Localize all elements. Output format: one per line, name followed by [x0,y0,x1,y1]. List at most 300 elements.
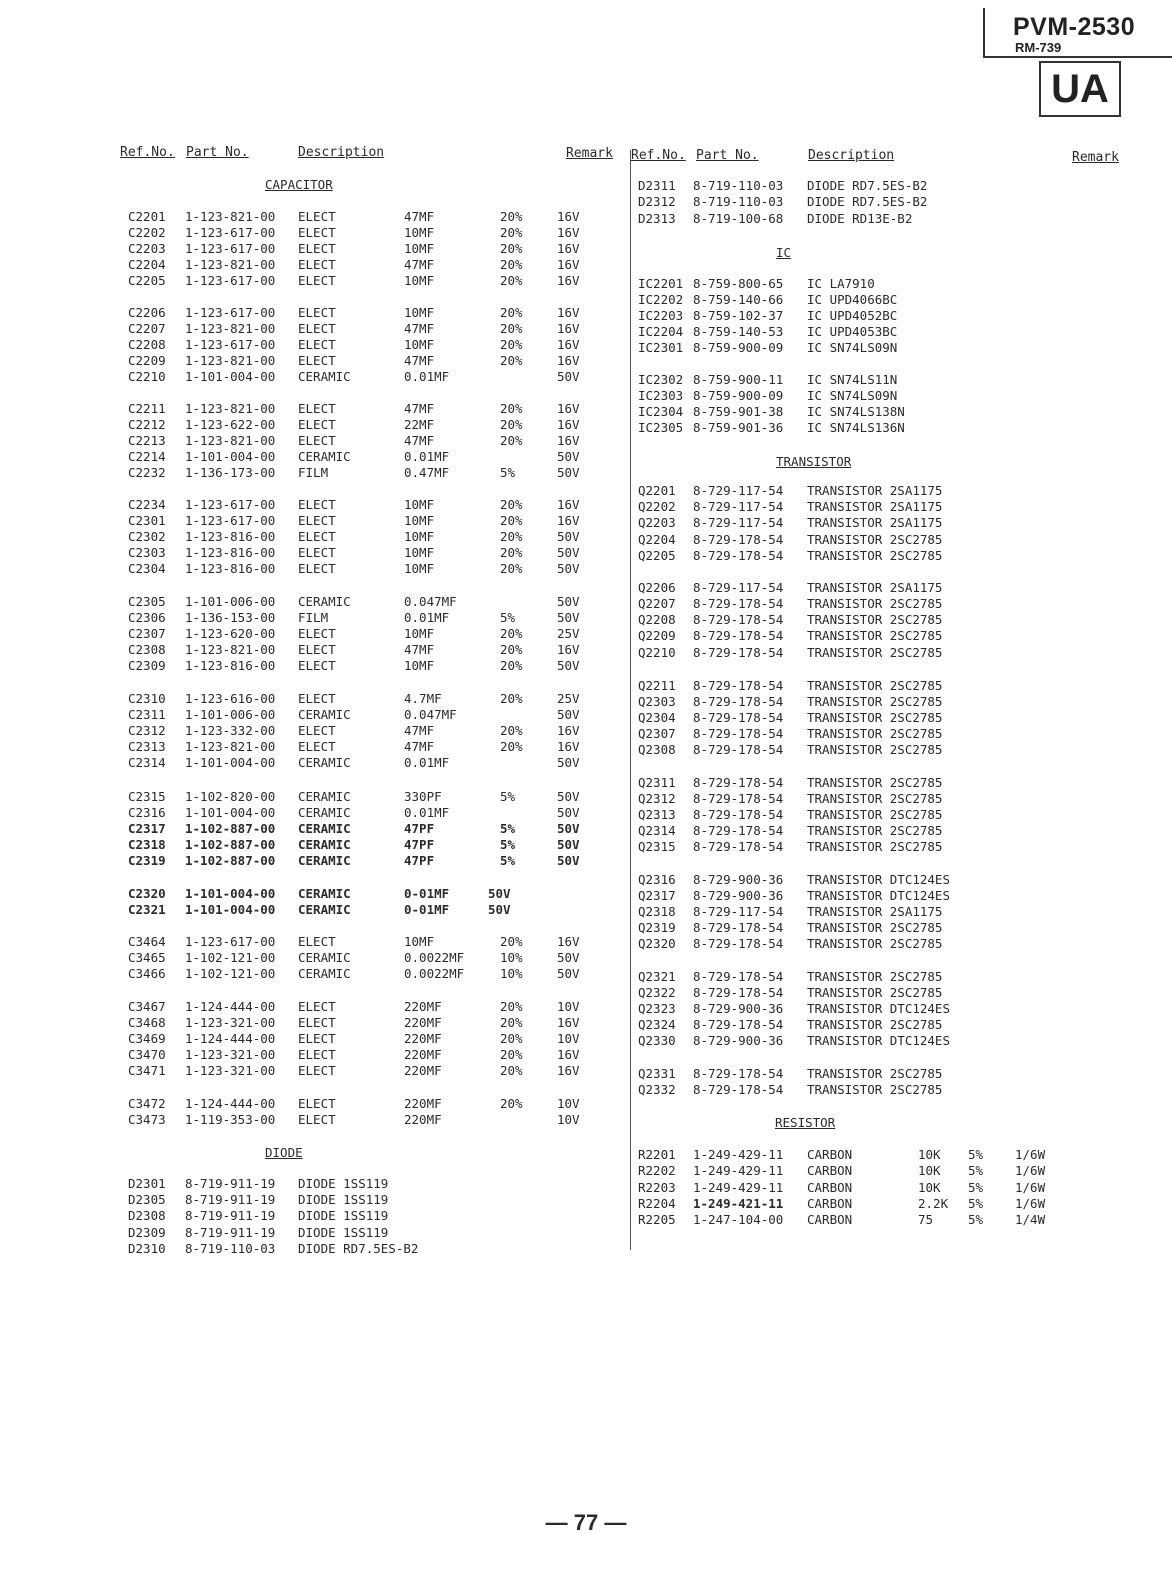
part-voltage: 50V [557,465,580,480]
ref-number: Q2201 [638,483,676,498]
part-tolerance: 5% [968,1212,984,1227]
part-value: 220MF [404,1112,442,1127]
ref-number: Q2312 [638,791,676,806]
part-tolerance: 20% [500,1031,523,1046]
part-voltage: 16V [557,642,580,657]
part-description: IC SN74LS136N [807,420,905,435]
ref-number: C3464 [128,934,166,949]
part-description: TRANSISTOR 2SC2785 [807,839,943,854]
part-tolerance: 10% [500,966,523,981]
part-voltage: 16V [557,513,580,528]
part-value: 10K [918,1163,941,1178]
part-number: 1-123-821-00 [185,321,276,336]
part-number: 8-729-178-54 [693,612,784,627]
part-number: 1-102-887-00 [185,837,276,852]
ref-number: IC2301 [638,340,684,355]
part-voltage: 16V [557,353,580,368]
remote-model: RM-739 [1015,40,1062,55]
ref-number: R2202 [638,1163,676,1178]
part-value: 47MF [404,723,435,738]
ref-number: Q2323 [638,1001,676,1016]
part-tolerance: 5% [968,1163,984,1178]
part-type: CERAMIC [298,449,351,464]
part-number: 1-123-617-00 [185,241,276,256]
ref-number: Q2321 [638,969,676,984]
part-number: 8-759-900-09 [693,388,784,403]
ref-number: C2315 [128,789,166,804]
part-description: TRANSISTOR DTC124ES [807,1033,950,1048]
part-tolerance: 20% [500,545,523,560]
part-description: TRANSISTOR 2SA1175 [807,483,943,498]
part-value: 47PF [404,821,435,836]
part-number: 8-729-178-54 [693,645,784,660]
ref-number: C2204 [128,257,166,272]
ref-number: Q2208 [638,612,676,627]
part-tolerance: 5% [968,1196,984,1211]
ref-number: IC2204 [638,324,684,339]
ref-number: Q2206 [638,580,676,595]
ref-number: D2301 [128,1176,166,1191]
part-number: 1-136-173-00 [185,465,276,480]
ref-number: D2312 [638,194,676,209]
part-number: 8-729-117-54 [693,515,784,530]
part-number: 8-759-140-53 [693,324,784,339]
part-type: ELECT [298,1112,336,1127]
part-number: 8-759-900-09 [693,340,784,355]
part-value: 47MF [404,401,435,416]
part-tolerance: 10% [500,950,523,965]
part-voltage: 16V [557,1063,580,1078]
part-description: TRANSISTOR DTC124ES [807,872,950,887]
ref-number: C2207 [128,321,166,336]
part-number: 1-123-816-00 [185,529,276,544]
part-tolerance: 5% [500,789,516,804]
part-voltage: 10V [557,1096,580,1111]
part-description: TRANSISTOR 2SC2785 [807,742,943,757]
part-number: 1-249-429-11 [693,1163,784,1178]
part-type: ELECT [298,417,336,432]
part-number: 8-719-911-19 [185,1225,276,1240]
part-number: 8-729-900-36 [693,1033,784,1048]
left-header-desc: Description [298,145,385,160]
ref-number: C2316 [128,805,166,820]
part-type: DIODE 1SS119 [298,1208,389,1223]
part-description: TRANSISTOR 2SC2785 [807,678,943,693]
part-type: ELECT [298,433,336,448]
part-tolerance: 20% [500,658,523,673]
part-number: 8-729-178-54 [693,985,784,1000]
part-number: 8-719-911-19 [185,1208,276,1223]
part-type: ELECT [298,305,336,320]
part-number: 1-123-321-00 [185,1047,276,1062]
part-number: 8-729-178-54 [693,936,784,951]
part-description: TRANSISTOR 2SC2785 [807,1066,943,1081]
part-number: 1-101-004-00 [185,886,276,901]
part-number: 8-729-178-54 [693,742,784,757]
part-type: ELECT [298,273,336,288]
part-type: DIODE RD7.5ES-B2 [298,1241,419,1256]
ref-number: Q2322 [638,985,676,1000]
part-value: 220MF [404,1015,442,1030]
part-number: 1-102-820-00 [185,789,276,804]
part-value: 0.47MF [404,465,450,480]
part-tolerance: 20% [500,739,523,754]
part-value: 10MF [404,305,435,320]
part-voltage: 50V [557,545,580,560]
part-value: 10K [918,1180,941,1195]
ref-number: C2302 [128,529,166,544]
part-type: ELECT [298,1015,336,1030]
ref-number: C2213 [128,433,166,448]
part-value: 10K [918,1147,941,1162]
part-number: 1-101-004-00 [185,369,276,384]
part-description: DIODE RD7.5ES-B2 [807,178,928,193]
ref-number: C2209 [128,353,166,368]
part-value: 330PF [404,789,442,804]
part-number: 8-729-117-54 [693,904,784,919]
part-value: 220MF [404,1063,442,1078]
part-wattage: 1/6W [1015,1180,1046,1195]
part-type: CERAMIC [298,755,351,770]
ref-number: C2312 [128,723,166,738]
part-type: ELECT [298,513,336,528]
part-tolerance: 20% [500,305,523,320]
ref-number: C3472 [128,1096,166,1111]
part-description: TRANSISTOR DTC124ES [807,1001,950,1016]
part-type: ELECT [298,626,336,641]
part-value: 10MF [404,337,435,352]
part-value: 0.047MF [404,594,457,609]
part-number: 1-101-004-00 [185,449,276,464]
part-description: TRANSISTOR 2SA1175 [807,499,943,514]
ref-number: C2318 [128,837,166,852]
ref-number: Q2319 [638,920,676,935]
part-description: TRANSISTOR 2SC2785 [807,726,943,741]
part-tolerance: 50V [488,886,511,901]
part-number: 1-102-887-00 [185,821,276,836]
part-value: 10MF [404,658,435,673]
ref-number: R2204 [638,1196,676,1211]
section-resistor: RESISTOR [775,1115,836,1130]
part-tolerance: 20% [500,353,523,368]
ref-number: Q2211 [638,678,676,693]
ref-number: C2206 [128,305,166,320]
part-value: 220MF [404,1096,442,1111]
part-tolerance: 20% [500,321,523,336]
part-number: 8-729-900-36 [693,872,784,887]
part-type: ELECT [298,1096,336,1111]
part-value: 0.01MF [404,755,450,770]
part-number: 1-123-821-00 [185,257,276,272]
part-description: TRANSISTOR 2SC2785 [807,596,943,611]
part-number: 1-123-816-00 [185,658,276,673]
part-voltage: 50V [557,805,580,820]
ref-number: C3469 [128,1031,166,1046]
part-number: 8-759-900-11 [693,372,784,387]
part-type: DIODE 1SS119 [298,1192,389,1207]
part-value: 0.01MF [404,805,450,820]
ref-number: C2232 [128,465,166,480]
part-type: CERAMIC [298,821,351,836]
part-value: 10MF [404,241,435,256]
part-type: CERAMIC [298,902,351,917]
part-tolerance: 20% [500,337,523,352]
ref-number: C2313 [128,739,166,754]
page-number: — 77 — [545,1510,627,1535]
part-number: 1-124-444-00 [185,1096,276,1111]
part-voltage: 10V [557,1031,580,1046]
part-type: CERAMIC [298,369,351,384]
part-number: 8-759-901-36 [693,420,784,435]
part-number: 1-123-816-00 [185,545,276,560]
part-number: 8-729-178-54 [693,775,784,790]
part-description: TRANSISTOR 2SC2785 [807,694,943,709]
part-description: TRANSISTOR 2SC2785 [807,710,943,725]
ref-number: Q2313 [638,807,676,822]
ref-number: Q2318 [638,904,676,919]
part-value: 10MF [404,529,435,544]
part-tolerance: 20% [500,209,523,224]
part-value: 0.047MF [404,707,457,722]
left-header-part: Part No. [186,145,249,160]
part-number: 8-759-901-38 [693,404,784,419]
part-description: IC SN74LS09N [807,388,898,403]
part-voltage: 25V [557,626,580,641]
part-number: 1-123-617-00 [185,273,276,288]
part-value: 220MF [404,999,442,1014]
ref-number: IC2201 [638,276,684,291]
ref-number: C2301 [128,513,166,528]
part-tolerance: 5% [500,610,516,625]
part-voltage: 50V [557,561,580,576]
part-voltage: 50V [557,755,580,770]
part-number: 1-249-421-11 [693,1196,784,1211]
part-value: 0.01MF [404,449,450,464]
part-type: CERAMIC [298,837,351,852]
part-number: 1-102-887-00 [185,853,276,868]
ref-number: Q2330 [638,1033,676,1048]
part-value: 220MF [404,1047,442,1062]
part-type: ELECT [298,739,336,754]
part-number: 1-123-620-00 [185,626,276,641]
part-value: 47MF [404,739,435,754]
part-type: ELECT [298,225,336,240]
part-description: TRANSISTOR DTC124ES [807,888,950,903]
section-capacitor: CAPACITOR [265,177,333,192]
part-voltage: 16V [557,417,580,432]
part-number: 8-729-178-54 [693,969,784,984]
part-number: 8-719-110-03 [693,178,784,193]
part-type: ELECT [298,545,336,560]
part-tolerance: 20% [500,1015,523,1030]
ref-number: C3470 [128,1047,166,1062]
ref-number: C3466 [128,966,166,981]
part-description: TRANSISTOR 2SC2785 [807,920,943,935]
part-tolerance: 20% [500,257,523,272]
part-number: 8-729-178-54 [693,694,784,709]
part-number: 1-123-321-00 [185,1015,276,1030]
part-value: 47MF [404,353,435,368]
part-number: 8-729-117-54 [693,499,784,514]
part-voltage: 16V [557,209,580,224]
part-voltage: 10V [557,999,580,1014]
part-tolerance: 20% [500,433,523,448]
part-tolerance: 50V [488,902,511,917]
part-value: 47PF [404,853,435,868]
part-tolerance: 20% [500,691,523,706]
part-wattage: 1/4W [1015,1212,1046,1227]
part-description: TRANSISTOR 2SC2785 [807,775,943,790]
ref-number: C2317 [128,821,166,836]
part-number: 1-123-617-00 [185,305,276,320]
part-type: ELECT [298,497,336,512]
part-value: 47PF [404,837,435,852]
part-type: ELECT [298,209,336,224]
part-value: 0.0022MF [404,950,465,965]
part-voltage: 50V [557,950,580,965]
ref-number: IC2303 [638,388,684,403]
part-description: TRANSISTOR 2SC2785 [807,985,943,1000]
part-description: TRANSISTOR 2SC2785 [807,791,943,806]
ref-number: C2202 [128,225,166,240]
ref-number: R2201 [638,1147,676,1162]
ref-number: C2309 [128,658,166,673]
ref-number: D2313 [638,211,676,226]
part-type: DIODE 1SS119 [298,1225,389,1240]
ref-number: Q2203 [638,515,676,530]
part-value: 4.7MF [404,691,442,706]
ref-number: Q2332 [638,1082,676,1097]
part-voltage: 16V [557,433,580,448]
right-header-ref: Ref.No. [631,148,686,163]
part-voltage: 50V [557,821,580,836]
part-description: TRANSISTOR 2SC2785 [807,612,943,627]
part-tolerance: 20% [500,529,523,544]
ref-number: D2311 [638,178,676,193]
part-description: TRANSISTOR 2SC2785 [807,532,943,547]
part-type: CERAMIC [298,886,351,901]
part-voltage: 50V [557,594,580,609]
ref-number: Q2303 [638,694,676,709]
part-number: 1-123-332-00 [185,723,276,738]
part-number: 8-719-110-03 [693,194,784,209]
part-tolerance: 20% [500,225,523,240]
ref-number: C2205 [128,273,166,288]
left-header-ref: Ref.No. [120,145,175,160]
part-type: ELECT [298,999,336,1014]
ref-number: Q2210 [638,645,676,660]
part-description: DIODE RD7.5ES-B2 [807,194,928,209]
ref-number: Q2308 [638,742,676,757]
part-number: 8-719-100-68 [693,211,784,226]
part-description: IC UPD4053BC [807,324,898,339]
ref-number: C2307 [128,626,166,641]
ref-number: Q2324 [638,1017,676,1032]
ref-number: C2314 [128,755,166,770]
part-value: 10MF [404,497,435,512]
part-description: TRANSISTOR 2SC2785 [807,823,943,838]
ref-number: IC2305 [638,420,684,435]
part-description: IC UPD4066BC [807,292,898,307]
part-description: TRANSISTOR 2SC2785 [807,1082,943,1097]
part-voltage: 50V [557,658,580,673]
part-type: CERAMIC [298,594,351,609]
part-type: CERAMIC [298,853,351,868]
ref-number: Q2204 [638,532,676,547]
column-divider [630,150,631,1250]
part-voltage: 16V [557,257,580,272]
part-tolerance: 20% [500,1096,523,1111]
part-tolerance: 20% [500,273,523,288]
part-number: 1-124-444-00 [185,999,276,1014]
ref-number: C2212 [128,417,166,432]
part-number: 8-729-117-54 [693,580,784,595]
part-number: 1-101-004-00 [185,902,276,917]
section-ic: IC [776,245,792,260]
part-value: 0.01MF [404,369,450,384]
part-type: ELECT [298,257,336,272]
ref-number: C2214 [128,449,166,464]
part-tolerance: 20% [500,1063,523,1078]
part-value: 10MF [404,513,435,528]
part-number: 1-123-321-00 [185,1063,276,1078]
part-number: 8-729-178-54 [693,1082,784,1097]
part-value: 0.01MF [404,610,450,625]
part-type: ELECT [298,1031,336,1046]
part-description: TRANSISTOR 2SC2785 [807,548,943,563]
part-value: 47MF [404,642,435,657]
part-type: ELECT [298,337,336,352]
ref-number: C2210 [128,369,166,384]
part-number: 1-249-429-11 [693,1180,784,1195]
part-number: 8-729-178-54 [693,839,784,854]
part-tolerance: 20% [500,513,523,528]
part-number: 1-123-821-00 [185,739,276,754]
part-number: 8-729-178-54 [693,823,784,838]
part-tolerance: 5% [500,837,516,852]
part-number: 8-729-178-54 [693,678,784,693]
part-voltage: 16V [557,723,580,738]
ref-number: C2311 [128,707,166,722]
part-description: IC SN74LS138N [807,404,905,419]
ref-number: C3473 [128,1112,166,1127]
part-tolerance: 20% [500,417,523,432]
ref-number: IC2202 [638,292,684,307]
part-voltage: 50V [557,610,580,625]
ref-number: C2320 [128,886,166,901]
ref-number: C2321 [128,902,166,917]
part-description: TRANSISTOR 2SA1175 [807,904,943,919]
ref-number: C2310 [128,691,166,706]
part-number: 1-123-821-00 [185,353,276,368]
part-value: 47MF [404,321,435,336]
part-tolerance: 5% [500,821,516,836]
part-value: 10MF [404,934,435,949]
part-number: 8-729-178-54 [693,532,784,547]
part-number: 1-101-006-00 [185,707,276,722]
part-wattage: 1/6W [1015,1147,1046,1162]
part-voltage: 16V [557,273,580,288]
ref-number: C3465 [128,950,166,965]
part-number: 1-102-121-00 [185,950,276,965]
part-type: ELECT [298,241,336,256]
ref-number: C3471 [128,1063,166,1078]
part-value: 47MF [404,433,435,448]
part-number: 8-729-178-54 [693,596,784,611]
right-header-part: Part No. [696,148,759,163]
part-number: 1-124-444-00 [185,1031,276,1046]
ref-number: D2310 [128,1241,166,1256]
